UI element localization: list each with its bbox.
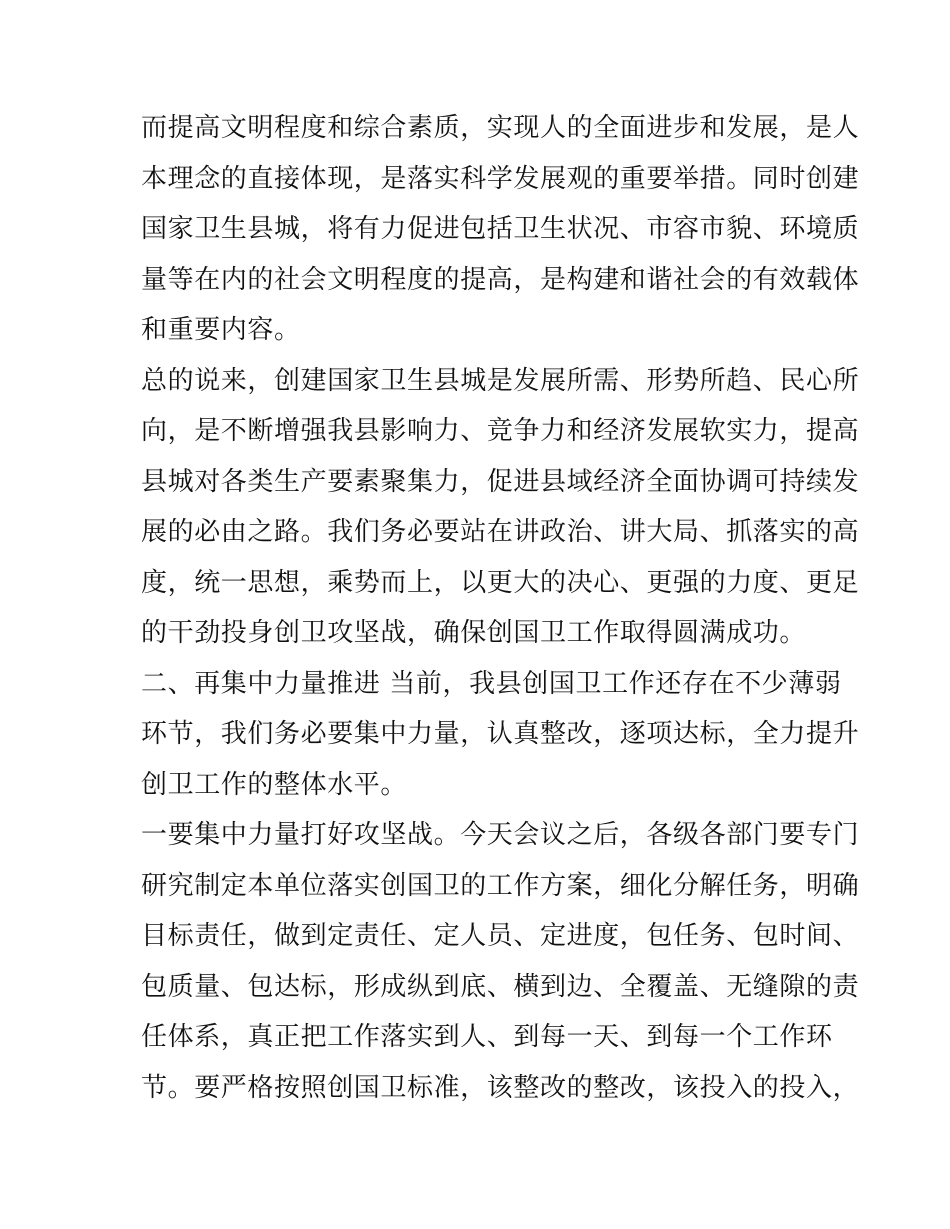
text-line: 度，统一思想，乘势而上，以更大的决心、更强的力度、更足 <box>141 567 860 598</box>
text-line: 创卫工作的整体水平。 <box>141 769 408 800</box>
text-line: 展的必由之路。我们务必要站在讲政治、讲大局、抓落实的高 <box>141 517 860 547</box>
text-line: 目标责任，做到定责任、定人员、定进度，包任务、包时间、 <box>141 921 860 951</box>
text-line: 国家卫生县城，将有力促进包括卫生状况、市容市貌、环境质 <box>141 214 860 244</box>
text-line: 研究制定本单位落实创国卫的工作方案，细化分解任务，明确 <box>141 870 860 901</box>
text-line: 县城对各类生产要素聚集力，促进县域经济全面协调可持续发 <box>141 466 860 497</box>
text-line: 包质量、包达标，形成纵到底、横到边、全覆盖、无缝隙的责 <box>141 971 860 1002</box>
text-line: 任体系，真正把工作落实到人、到每一天、到每一个工作环 <box>141 1022 833 1052</box>
text-line: 本理念的直接体现，是落实科学发展观的重要举措。同时创建 <box>141 163 860 194</box>
text-line: 总的说来，创建国家卫生县城是发展所需、形势所趋、民心所 <box>141 365 860 396</box>
text-line: 而提高文明程度和综合素质，实现人的全面进步和发展，是人 <box>141 113 860 143</box>
text-line: 环节，我们务必要集中力量，认真整改，逐项达标，全力提升 <box>141 719 860 749</box>
text-line: 量等在内的社会文明程度的提高，是构建和谐社会的有效载体 <box>141 264 860 295</box>
text-line: 二、再集中力量推进 当前，我县创国卫工作还存在不少薄弱 <box>141 668 842 699</box>
text-line: 和重要内容。 <box>141 315 301 345</box>
body-text <box>141 103 860 1113</box>
text-line: 向，是不断增强我县影响力、竞争力和经济发展软实力，提高 <box>141 416 860 446</box>
text-line: 一要集中力量打好攻坚战。今天会议之后，各级各部门要专门 <box>141 820 860 850</box>
text-line: 的干劲投身创卫攻坚战，确保创国卫工作取得圆满成功。 <box>141 618 807 648</box>
text-line: 节。要严格按照创国卫标准，该整改的整改，该投入的投入， <box>141 1072 860 1103</box>
